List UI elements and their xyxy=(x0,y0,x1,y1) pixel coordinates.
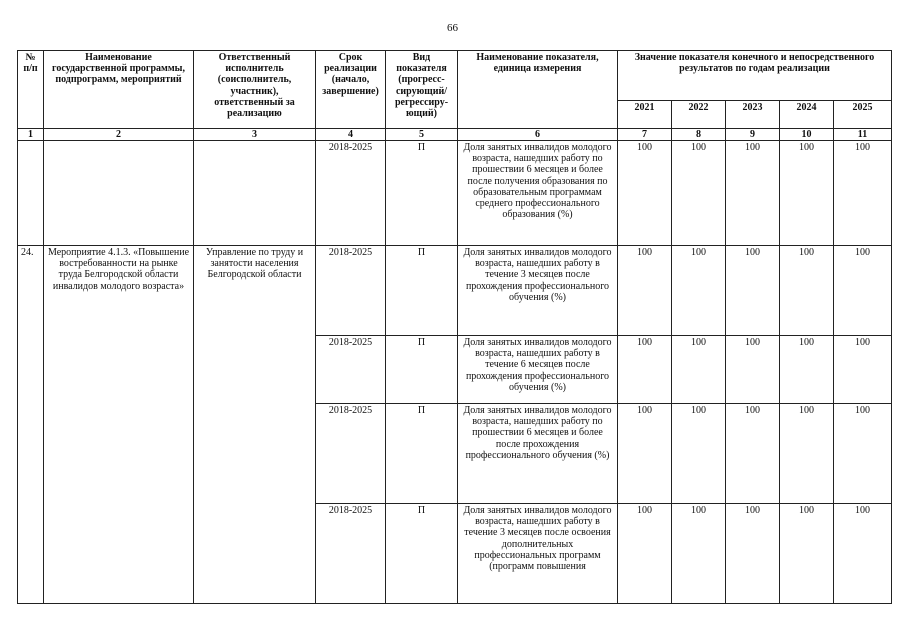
row-num xyxy=(18,141,44,246)
table-row xyxy=(18,246,892,336)
row-value: 100 xyxy=(726,246,780,336)
row-indicator-type: П xyxy=(386,246,458,336)
column-number: 4 xyxy=(316,129,386,141)
row-value: 100 xyxy=(672,504,726,604)
row-indicator-name: Доля занятых инвалидов молодого возраста, нашедших работу по прошествии 6 месяцев и более после получения образования по образовательным программам среднего профессионального образования (%) xyxy=(458,141,618,246)
row-term: 2018-2025 xyxy=(316,141,386,246)
row-indicator-name: Доля занятых инвалидов молодого возраста, нашедших работу в течение 3 месяцев после прохождения профессионального обучения (%) xyxy=(458,246,618,336)
row-value: 100 xyxy=(780,336,834,404)
row-value: 100 xyxy=(780,504,834,604)
row-value: 100 xyxy=(618,141,672,246)
row-value: 100 xyxy=(834,504,892,604)
indicators-table xyxy=(17,50,892,604)
row-indicator-name: Доля занятых инвалидов молодого возраста, нашедших работу в течение 6 месяцев после прохождения профессионального обучения (%) xyxy=(458,336,618,404)
row-term: 2018-2025 xyxy=(316,404,386,504)
row-term: 2018-2025 xyxy=(316,504,386,604)
row-value: 100 xyxy=(726,404,780,504)
header-year: 2024 xyxy=(780,101,834,129)
row-value: 100 xyxy=(726,504,780,604)
row-indicator-type: П xyxy=(386,504,458,604)
row-value: 100 xyxy=(672,246,726,336)
column-number: 9 xyxy=(726,129,780,141)
row-value: 100 xyxy=(618,504,672,604)
header-term: Срок реализации (начало, завершение) xyxy=(316,51,386,129)
row-value: 100 xyxy=(780,246,834,336)
row-value: 100 xyxy=(834,141,892,246)
header-year: 2021 xyxy=(618,101,672,129)
row-indicator-type: П xyxy=(386,141,458,246)
row-value: 100 xyxy=(726,336,780,404)
column-number: 10 xyxy=(780,129,834,141)
column-number: 8 xyxy=(672,129,726,141)
row-executor xyxy=(194,141,316,246)
row-program-name: Мероприятие 4.1.3. «Повышение востребованности на рынке труда Белгородской области инвалидов молодого возраста» xyxy=(44,246,194,604)
column-number: 7 xyxy=(618,129,672,141)
header-year: 2023 xyxy=(726,101,780,129)
row-indicator-type: П xyxy=(386,404,458,504)
row-value: 100 xyxy=(726,141,780,246)
row-value: 100 xyxy=(780,404,834,504)
row-value: 100 xyxy=(618,336,672,404)
row-value: 100 xyxy=(672,336,726,404)
row-indicator-name: Доля занятых инвалидов молодого возраста, нашедших работу по прошествии 6 месяцев и более после прохождения профессионального обучения (%) xyxy=(458,404,618,504)
column-number: 3 xyxy=(194,129,316,141)
row-value: 100 xyxy=(834,336,892,404)
header-year: 2025 xyxy=(834,101,892,129)
header-program-name: Наименование государственной программы, подпрограмм, мероприятий xyxy=(44,51,194,129)
row-term: 2018-2025 xyxy=(316,336,386,404)
row-value: 100 xyxy=(618,246,672,336)
header-executor: Ответственный исполнитель (соисполнитель, участник), ответственный за реализацию xyxy=(194,51,316,129)
row-term: 2018-2025 xyxy=(316,246,386,336)
page-number: 66 xyxy=(447,22,458,34)
column-number: 1 xyxy=(18,129,44,141)
header-year: 2022 xyxy=(672,101,726,129)
header-indicator-type: Вид показателя (прогресс-сирующий/ регрессиру-ющий) xyxy=(386,51,458,129)
row-indicator-name: Доля занятых инвалидов молодого возраста, нашедших работу в течение 3 месяцев после освоения дополнительных профессиональных программ (программ повышения xyxy=(458,504,618,604)
row-value: 100 xyxy=(834,404,892,504)
row-indicator-type: П xyxy=(386,336,458,404)
row-value: 100 xyxy=(672,404,726,504)
row-value: 100 xyxy=(618,404,672,504)
row-value: 100 xyxy=(780,141,834,246)
row-value: 100 xyxy=(834,246,892,336)
row-executor: Управление по труду и занятости населения Белгородской области xyxy=(194,246,316,604)
column-number: 11 xyxy=(834,129,892,141)
table-row xyxy=(18,141,892,246)
row-value: 100 xyxy=(672,141,726,246)
column-number: 6 xyxy=(458,129,618,141)
row-num: 24. xyxy=(18,246,44,604)
header-values-group: Значение показателя конечного и непосредственного результатов по годам реализации xyxy=(618,51,892,101)
column-number: 2 xyxy=(44,129,194,141)
row-program-name xyxy=(44,141,194,246)
column-number: 5 xyxy=(386,129,458,141)
column-numbers-row xyxy=(18,129,892,141)
header-num: № п/п xyxy=(18,51,44,129)
header-indicator-name: Наименование показателя, единица измерения xyxy=(458,51,618,129)
